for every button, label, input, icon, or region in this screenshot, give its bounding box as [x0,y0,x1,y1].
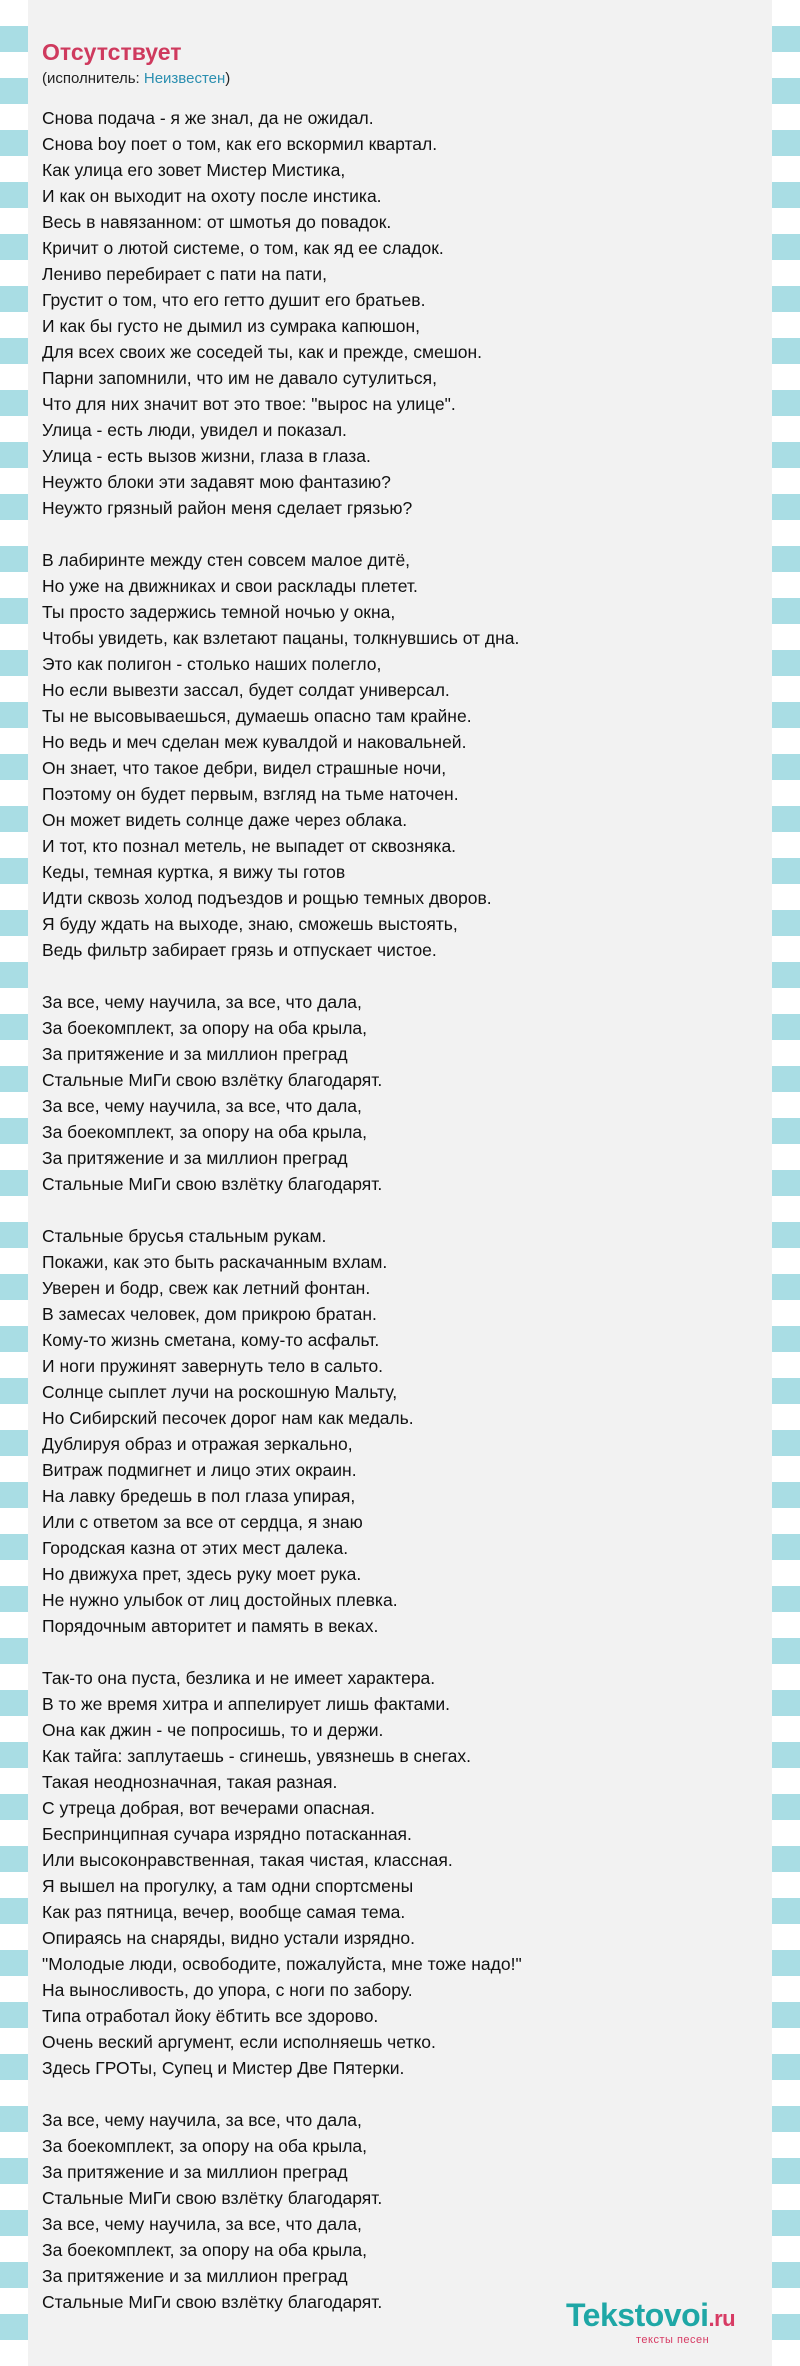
lyric-line: С утреца добрая, вот вечерами опасная. [42,1798,375,1818]
lyric-line: И как он выходит на охоту после инстика. [42,186,382,206]
lyric-line: Я буду ждать на выходе, знаю, сможешь выстоять, [42,914,458,934]
lyric-line: Неужто грязный район меня сделает грязью? [42,498,413,518]
lyric-line: В то же время хитра и аппелирует лишь фактами. [42,1694,451,1714]
lyric-line: За боекомплект, за опору на оба крыла, [42,2240,368,2260]
lyric-line: За боекомплект, за опору на оба крыла, [42,1122,368,1142]
artist-line [42,69,758,89]
lyric-line: Но ведь и меч сделан меж кувалдой и наковальней. [42,732,467,752]
lyric-line: Улица - есть вызов жизни, глаза в глаза. [42,446,371,466]
lyric-line: Городская казна от этих мест далека. [42,1538,349,1558]
lyric-line: Стальные брусья стальным рукам. [42,1226,327,1246]
lyric-line: Дублируя образ и отражая зеркально, [42,1434,353,1454]
lyric-line: За боекомплект, за опору на оба крыла, [42,2136,368,2156]
lyric-line: Улица - есть люди, увидел и показал. [42,420,347,440]
lyric-line: Для всех своих же соседей ты, как и прежде, смешон. [42,342,483,362]
lyrics-text [42,105,758,2315]
lyric-line: Неужто блоки эти задавят мою фантазию? [42,472,391,492]
lyric-line: Кеды, темная куртка, я вижу ты готов [42,862,346,882]
lyric-line: За притяжение и за миллион преград [42,1148,348,1168]
lyric-line: Такая неоднозначная, такая разная. [42,1772,338,1792]
lyric-line: "Молодые люди, освободите, пожалуйста, мне тоже надо!" [42,1954,522,1974]
lyric-line: Ты просто задержись темной ночью у окна, [42,602,396,622]
logo-wordmark [566,2298,766,2336]
lyrics-stanza [42,989,758,1197]
lyric-line: В лабиринте между стен совсем малое дитё, [42,550,411,570]
lyric-line: Кому-то жизнь сметана, кому-то асфальт. [42,1330,380,1350]
lyric-line: Парни запомнили, что им не давало сутулиться, [42,368,438,388]
artist-suffix: ) [225,70,231,87]
lyrics-stanza [42,2107,758,2315]
lyric-line: Идти сквозь холод подъездов и рощью темных дворов. [42,888,492,908]
lyric-line: За все, чему научила, за все, что дала, [42,1096,362,1116]
lyric-line: Как раз пятница, вечер, вообще самая тема. [42,1902,406,1922]
lyric-line: Но Сибирский песочек дорог нам как медаль. [42,1408,414,1428]
lyric-line: Он знает, что такое дебри, видел страшные ночи, [42,758,447,778]
lyric-line: Снова boy поет о том, как его вскормил квартал. [42,134,438,154]
lyric-line: За все, чему научила, за все, что дала, [42,992,362,1012]
lyric-line: Стальные МиГи свою взлётку благодарят. [42,1070,383,1090]
lyric-line: Я вышел на прогулку, а там одни спортсмены [42,1876,414,1896]
lyric-line: Не нужно улыбок от лиц достойных плевка. [42,1590,398,1610]
lyric-line: Или с ответом за все от сердца, я знаю [42,1512,363,1532]
lyrics-stanza [42,105,758,521]
lyric-line: Как тайга: заплутаешь - сгинешь, увязнешь в снегах. [42,1746,472,1766]
logo-tagline: тексты песен [636,2334,710,2346]
lyric-line: Но движуха прет, здесь руку моет рука. [42,1564,362,1584]
lyric-line: За боекомплект, за опору на оба крыла, [42,1018,368,1038]
lyric-line: Очень веский аргумент, если исполняешь четко. [42,2032,436,2052]
lyric-line: На лавку бредешь в пол глаза упирая, [42,1486,356,1506]
artist-prefix: (исполнитель: [42,70,144,87]
lyric-line: На выносливость, до упора, с ноги по забору. [42,1980,413,2000]
lyric-line: Уверен и бодр, свеж как летний фонтан. [42,1278,371,1298]
lyric-line: И тот, кто познал метель, не выпадет от сквозняка. [42,836,457,856]
lyric-line: Покажи, как это быть раскачанным вхлам. [42,1252,388,1272]
song-title: Отсутствует [42,39,182,65]
lyric-line: Порядочным авторитет и память в веках. [42,1616,379,1636]
lyric-line: Стальные МиГи свою взлётку благодарят. [42,1174,383,1194]
lyric-line: Ведь фильтр забирает грязь и отпускает чистое. [42,940,437,960]
lyric-line: За притяжение и за миллион преград [42,2266,348,2286]
lyric-line: В замесах человек, дом прикрою братан. [42,1304,377,1324]
lyric-line: Так-то она пуста, безлика и не имеет характера. [42,1668,436,1688]
lyric-line: Солнце сыплет лучи на роскошную Мальту, [42,1382,398,1402]
lyric-line: Ты не высовываешься, думаешь опасно там крайне. [42,706,472,726]
lyric-line: За притяжение и за миллион преград [42,2162,348,2182]
lyric-line: Или высоконравственная, такая чистая, классная. [42,1850,453,1870]
lyric-line: Она как джин - че попросишь, то и держи. [42,1720,384,1740]
logo-name: Tekstovoi [566,2297,709,2333]
lyric-line: Типа отработал йоку ёбтить все здорово. [42,2006,379,2026]
lyric-line: Но уже на движниках и свои расклады плетет. [42,576,418,596]
logo-tld: .ru [708,2306,736,2331]
lyric-line: И ноги пружинят завернуть тело в сальто. [42,1356,384,1376]
lyric-line: Кричит о лютой системе, о том, как яд ее сладок. [42,238,444,258]
lyric-line: Весь в навязанном: от шмотья до повадок. [42,212,392,232]
lyric-line: Чтобы увидеть, как взлетают пацаны, толкнувшись от дна. [42,628,520,648]
lyric-line: За притяжение и за миллион преград [42,1044,348,1064]
lyric-line: Поэтому он будет первым, взгляд на тьме наточен. [42,784,459,804]
lyric-line: Здесь ГРОТы, Супец и Мистер Две Пятерки. [42,2058,405,2078]
lyric-line: За все, чему научила, за все, что дала, [42,2214,362,2234]
lyrics-stanza [42,1223,758,1639]
lyric-line: Лениво перебирает с пати на пати, [42,264,327,284]
lyric-line: И как бы густо не дымил из сумрака капюшон, [42,316,420,336]
lyric-line: Стальные МиГи свою взлётку благодарят. [42,2292,383,2312]
site-logo[interactable] [566,2298,766,2346]
lyric-line: Стальные МиГи свою взлётку благодарят. [42,2188,383,2208]
lyric-line: Но если вывезти зассал, будет солдат универсал. [42,680,450,700]
lyric-line: Что для них значит вот это твое: "вырос на улице". [42,394,456,414]
lyric-line: Беспринципная сучара изрядно потасканная. [42,1824,412,1844]
artist-link[interactable]: Неизвестен [143,70,226,87]
lyrics-stanza [42,547,758,963]
lyric-line: Опираясь на снаряды, видно устали изрядно. [42,1928,415,1948]
lyric-line: Это как полигон - столько наших полегло, [42,654,382,674]
lyric-line: Он может видеть солнце даже через облака. [42,810,408,830]
lyrics-page [28,0,772,2366]
lyrics-stanza [42,1665,758,2081]
lyric-line: Как улица его зовет Мистер Мистика, [42,160,346,180]
lyric-line: Грустит о том, что его гетто душит его братьев. [42,290,426,310]
lyric-line: Витраж подмигнет и лицо этих окраин. [42,1460,357,1480]
lyric-line: За все, чему научила, за все, что дала, [42,2110,362,2130]
lyric-line: Снова подача - я же знал, да не ожидал. [42,108,374,128]
